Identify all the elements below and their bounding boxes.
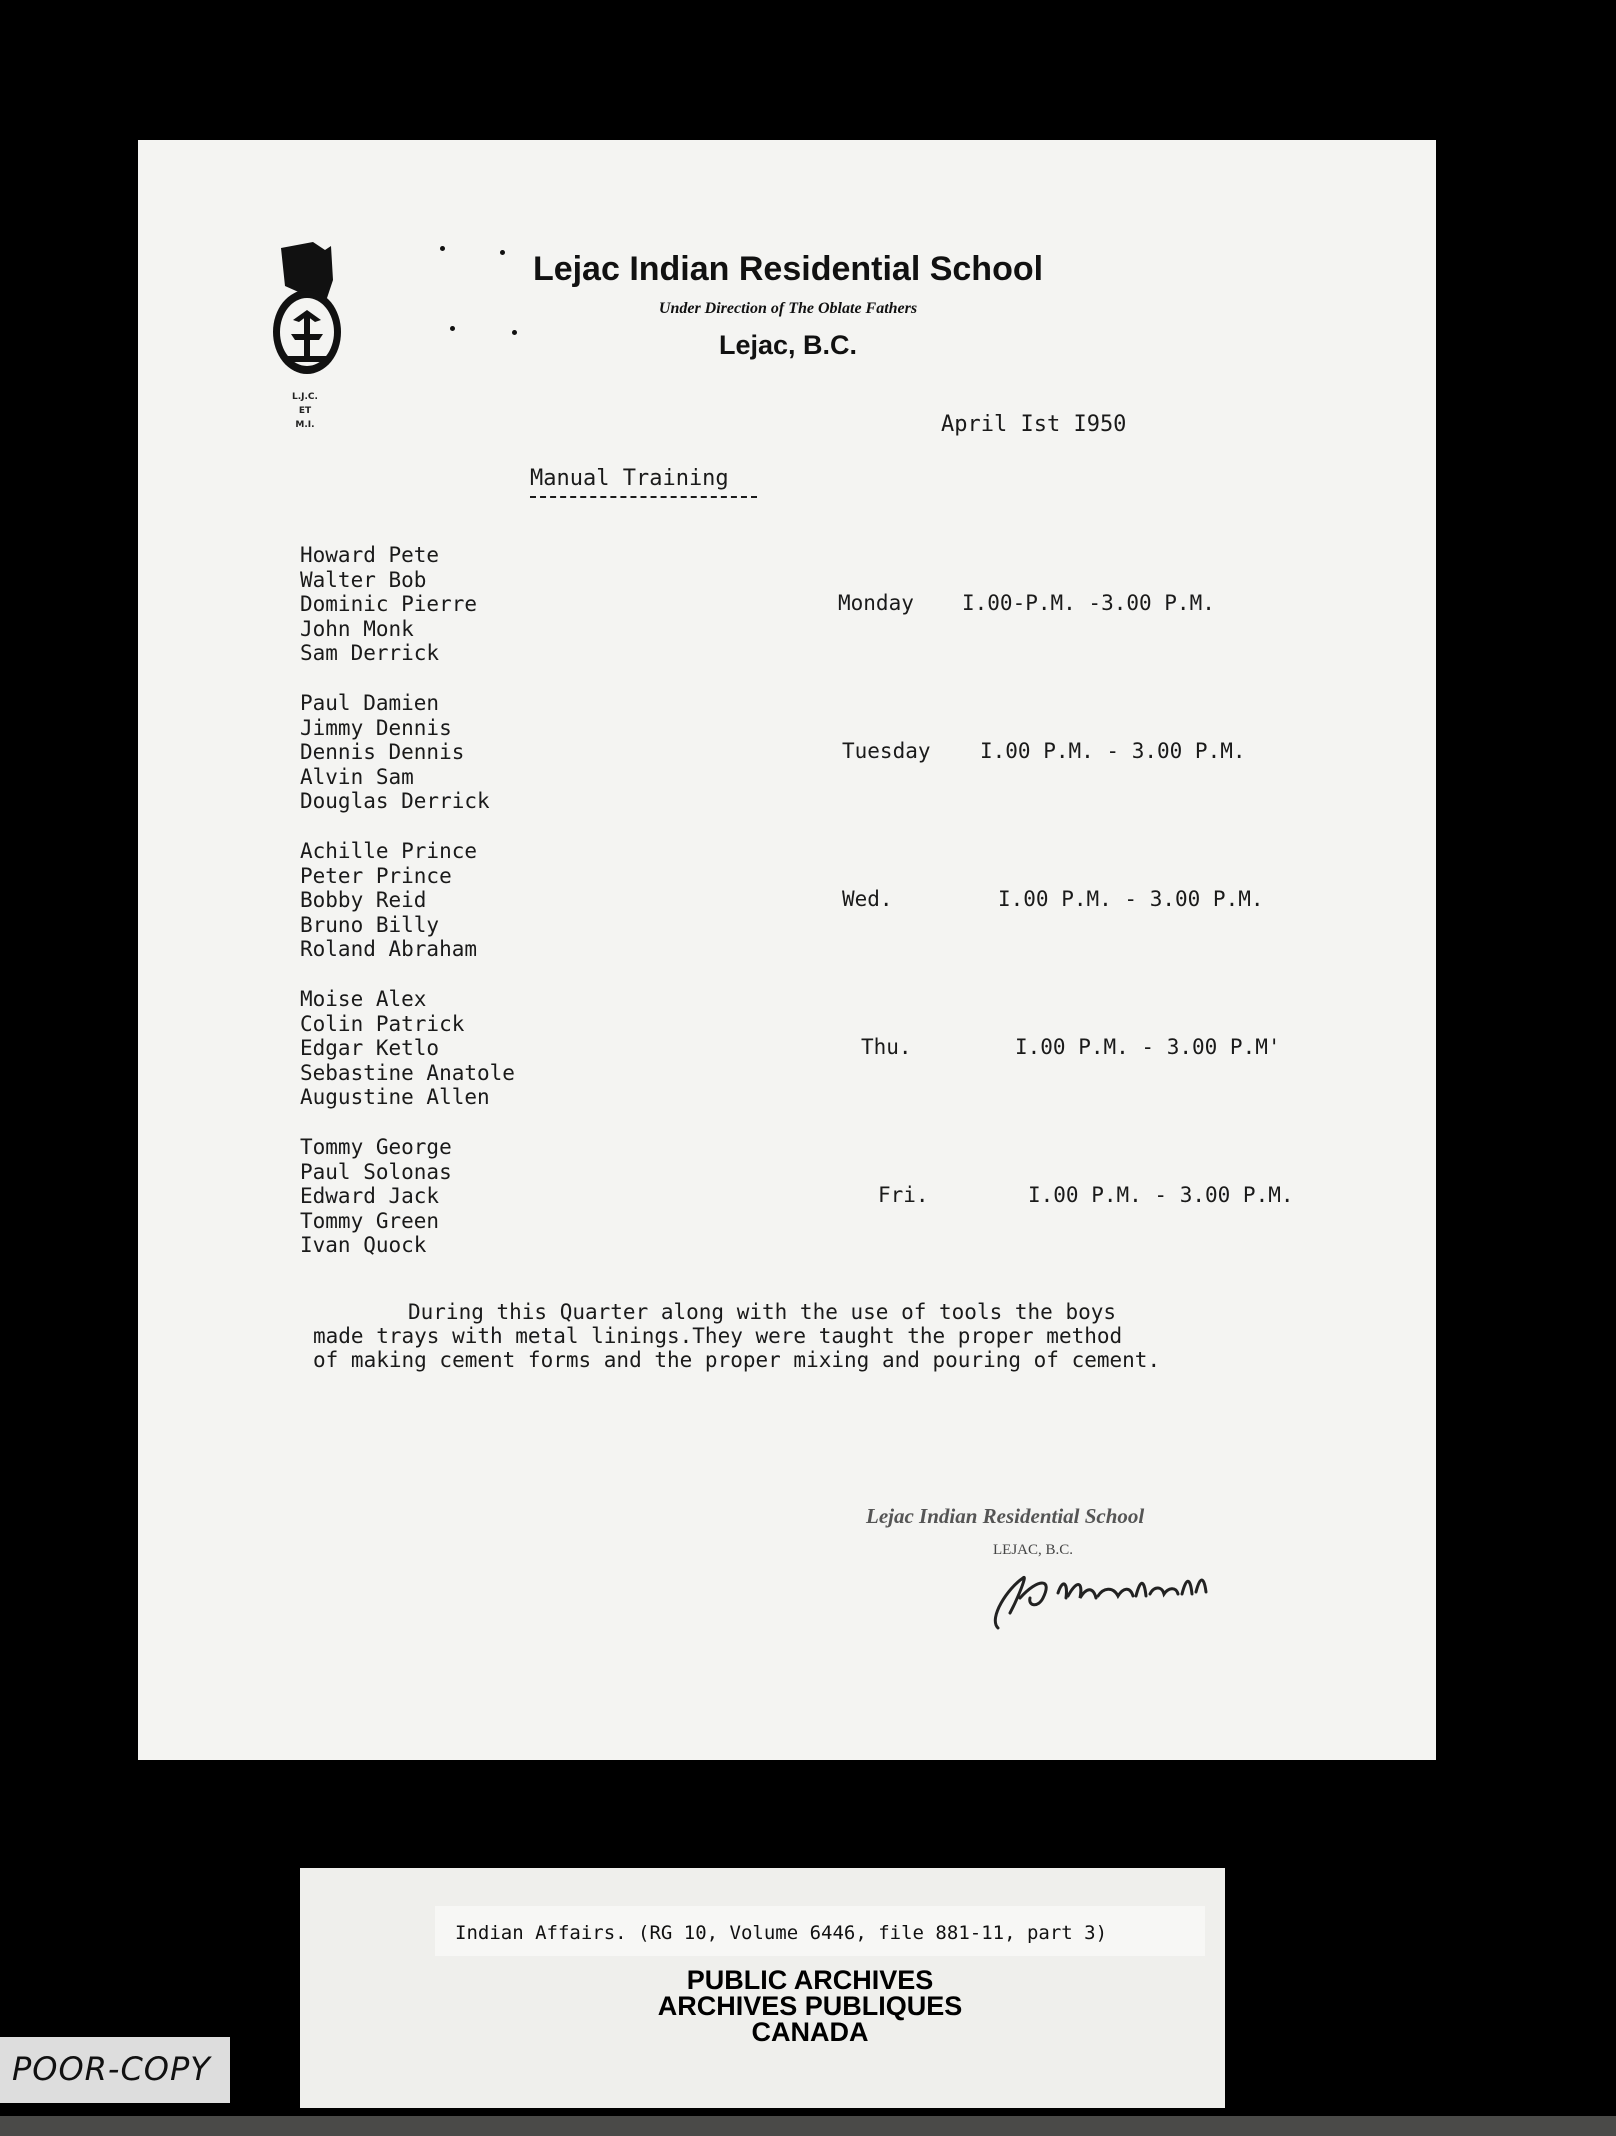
letterhead-subtitle: Under Direction of The Oblate Fathers bbox=[658, 300, 918, 317]
student-list bbox=[300, 987, 515, 1110]
student-name: Moise Alex bbox=[300, 987, 427, 1011]
decorative-dot bbox=[450, 326, 455, 331]
poor-copy-text: POOR-COPY bbox=[12, 2050, 211, 2088]
student-list bbox=[300, 839, 477, 962]
section-heading: Manual Training bbox=[530, 466, 729, 491]
scan-edge-strip bbox=[0, 2116, 1616, 2136]
stamp-location: LEJAC, B.C. bbox=[993, 1542, 1074, 1558]
student-name: Augustine Allen bbox=[300, 1085, 490, 1109]
student-name: Tommy Green bbox=[300, 1208, 440, 1233]
signature-icon bbox=[968, 1558, 1268, 1638]
decorative-dot bbox=[440, 246, 445, 251]
letterhead-title: Lejac Indian Residential School bbox=[532, 250, 1044, 288]
archive-reference: Indian Affairs. (RG 10, Volume 6446, file 881-11, part 3) bbox=[455, 1922, 1108, 1944]
schedule-day: Wed. bbox=[842, 887, 893, 911]
student-name: Edgar Ketlo bbox=[300, 1036, 440, 1060]
schedule-group-friday bbox=[300, 1135, 1300, 1265]
student-name: Bobby Reid bbox=[300, 888, 427, 912]
schedule-group-tuesday bbox=[300, 691, 1300, 821]
decorative-dot bbox=[500, 250, 505, 255]
student-name: Douglas Derrick bbox=[300, 789, 490, 813]
schedule-group-monday bbox=[300, 543, 1300, 673]
student-name: Edward Jack bbox=[300, 1184, 440, 1208]
student-name: Dennis Dennis bbox=[300, 740, 465, 764]
letter-date: April Ist I950 bbox=[941, 412, 1127, 437]
student-list bbox=[300, 543, 477, 666]
student-name: Walter Bob bbox=[300, 567, 427, 592]
archive-line-country: CANADA bbox=[751, 2017, 869, 2047]
schedule-day: Fri. bbox=[878, 1183, 929, 1207]
student-name: Bruno Billy bbox=[300, 912, 440, 937]
student-name: Sebastine Anatole bbox=[300, 1060, 515, 1085]
student-list bbox=[300, 1135, 452, 1258]
student-name: Roland Abraham bbox=[300, 937, 478, 961]
paragraph-line: of making cement forms and the proper mixing and pouring of cement. bbox=[313, 1348, 1161, 1372]
schedule-group-thursday bbox=[300, 987, 1300, 1117]
schedule-time: I.00 P.M. - 3.00 P.M. bbox=[980, 739, 1246, 763]
student-name: Alvin Sam bbox=[300, 764, 414, 789]
schedule-day: Monday bbox=[838, 591, 914, 615]
student-name: Paul Damien bbox=[300, 691, 440, 715]
letter-page bbox=[138, 140, 1436, 1760]
archive-line-english: PUBLIC ARCHIVES bbox=[686, 1965, 934, 1995]
schedule-time: I.00 P.M. - 3.00 P.M' bbox=[1015, 1035, 1281, 1059]
decorative-dot bbox=[512, 330, 517, 335]
student-name: Howard Pete bbox=[300, 543, 440, 567]
schedule-day: Tuesday bbox=[842, 739, 931, 763]
student-name: Ivan Quock bbox=[300, 1233, 427, 1257]
schedule-group-wednesday bbox=[300, 839, 1300, 969]
student-name: Jimmy Dennis bbox=[300, 715, 452, 740]
crest-logo-icon bbox=[263, 240, 353, 380]
paragraph-line: made trays with metal linings.They were taught the proper method bbox=[313, 1324, 1123, 1348]
student-name: Paul Solonas bbox=[300, 1159, 452, 1184]
report-paragraph bbox=[313, 1300, 1333, 1372]
student-list bbox=[300, 691, 490, 814]
student-name: John Monk bbox=[300, 616, 414, 641]
heading-underline bbox=[530, 494, 757, 498]
schedule-day: Thu. bbox=[861, 1035, 912, 1059]
logo-caption: L.J.C. ET M.I. bbox=[292, 392, 318, 430]
school-stamp: Lejac Indian Residential School bbox=[866, 1504, 1145, 1528]
schedule-time: I.00 P.M. - 3.00 P.M. bbox=[1028, 1183, 1294, 1207]
archive-line-french: ARCHIVES PUBLIQUES bbox=[657, 1991, 963, 2021]
schedule-time: I.00 P.M. - 3.00 P.M. bbox=[998, 887, 1264, 911]
schedule-time: I.00-P.M. -3.00 P.M. bbox=[962, 591, 1215, 615]
student-name: Tommy George bbox=[300, 1135, 452, 1159]
student-name: Sam Derrick bbox=[300, 641, 440, 665]
letterhead-place: Lejac, B.C. bbox=[718, 330, 858, 360]
paragraph-line: During this Quarter along with the use of tools the boys bbox=[408, 1300, 1117, 1324]
student-name: Colin Patrick bbox=[300, 1011, 465, 1036]
student-name: Peter Prince bbox=[300, 863, 452, 888]
student-name: Dominic Pierre bbox=[300, 592, 478, 616]
student-name: Achille Prince bbox=[300, 839, 478, 863]
